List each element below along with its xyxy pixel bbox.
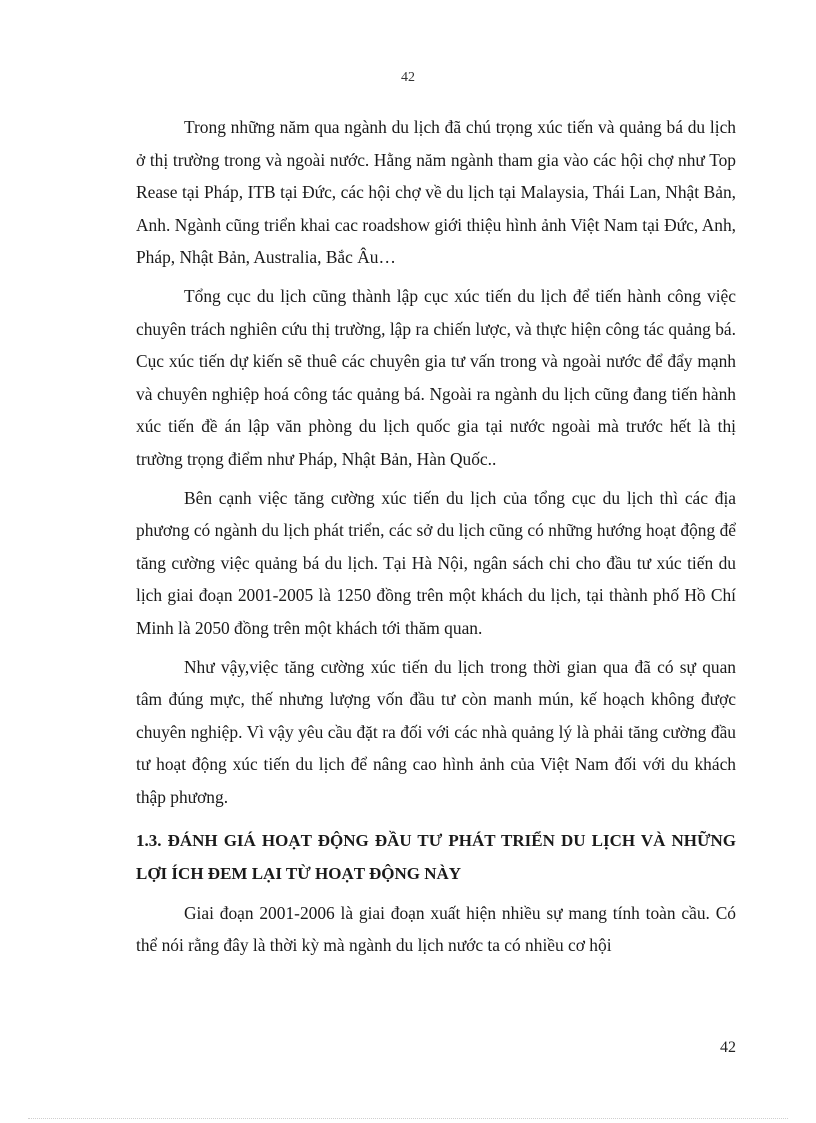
paragraph-promotion-markets: Trong những năm qua ngành du lịch đã chú trọng xúc tiến và quảng bá du lịch ở thị trường trong và ngoài nước. Hằng năm ngành tham gia vào các hội chợ như Top Rease tại Pháp, ITB tại Đức, các hội chợ về du lịch tại Malaysia, Thái Lan, Nhật Bản, Anh. Ngành cũng triển khai cac roadshow giới thiệu hình ảnh Việt Nam tại Đức, Anh, Pháp, Nhật Bản, Australia, Bắc Âu… <box>136 117 736 268</box>
paragraph-local-budgets: Bên cạnh việc tăng cường xúc tiến du lịch của tổng cục du lịch thì các địa phương có ngành du lịch phát triển, các sở du lịch cũng có những hướng hoạt động để tăng cường việc quảng bá du lịch. Tại Hà Nội, ngân sách chi cho đầu tư xúc tiến du lịch giai đoạn 2001-2005 là 1250 đồng trên một khách du lịch, tại thành phố Hồ Chí Minh là 2050 đồng trên một khách tới thăm quan. <box>136 487 736 638</box>
document-body <box>136 111 736 968</box>
paragraph-conclusion: Như vậy,việc tăng cường xúc tiến du lịch trong thời gian qua đã có sự quan tâm đúng mực, thế nhưng lượng vốn đầu tư còn manh mún, kế hoạch không được chuyên nghiệp. Vì vậy yêu cầu đặt ra đối với các nhà quảng lý là phải tăng cường đầu tư hoạt động xúc tiến du lịch để nâng cao hình ảnh của Việt Nam đối với du khách thập phương. <box>136 656 736 807</box>
paragraph-period-2001-2006: Giai đoạn 2001-2006 là giai đoạn xuất hiện nhiều sự mang tính toàn cầu. Có thể nói rằng đây là thời kỳ mà ngành du lịch nước ta có nhiều cơ hội <box>136 902 736 956</box>
section-heading: 1.3. ĐÁNH GIÁ HOẠT ĐỘNG ĐẦU TƯ PHÁT TRIỂN DU LỊCH VÀ NHỮNG LỢI ÍCH ĐEM LẠI TỪ HOẠT ĐỘNG NÀY <box>136 831 736 884</box>
page-number-footer: 42 <box>720 1039 736 1056</box>
page-bottom-divider <box>28 1118 788 1119</box>
paragraph-tourism-department: Tổng cục du lịch cũng thành lập cục xúc tiến du lịch để tiến hành công việc chuyên trách nghiên cứu thị trường, lập ra chiến lược, và thực hiện công tác quảng bá. Cục xúc tiến dự kiến sẽ thuê các chuyên gia tư vấn trong và ngoài nước để đẩy mạnh và chuyên nghiệp hoá công tác quảng bá. Ngoài ra ngành du lịch cũng đang tiến hành xúc tiến đề án lập văn phòng du lịch quốc gia tại nước ngoài mà trước hết là thị trường trọng điểm như Pháp, Nhật Bản, Hàn Quốc.. <box>136 285 736 469</box>
page-number-header: 42 <box>401 70 415 85</box>
